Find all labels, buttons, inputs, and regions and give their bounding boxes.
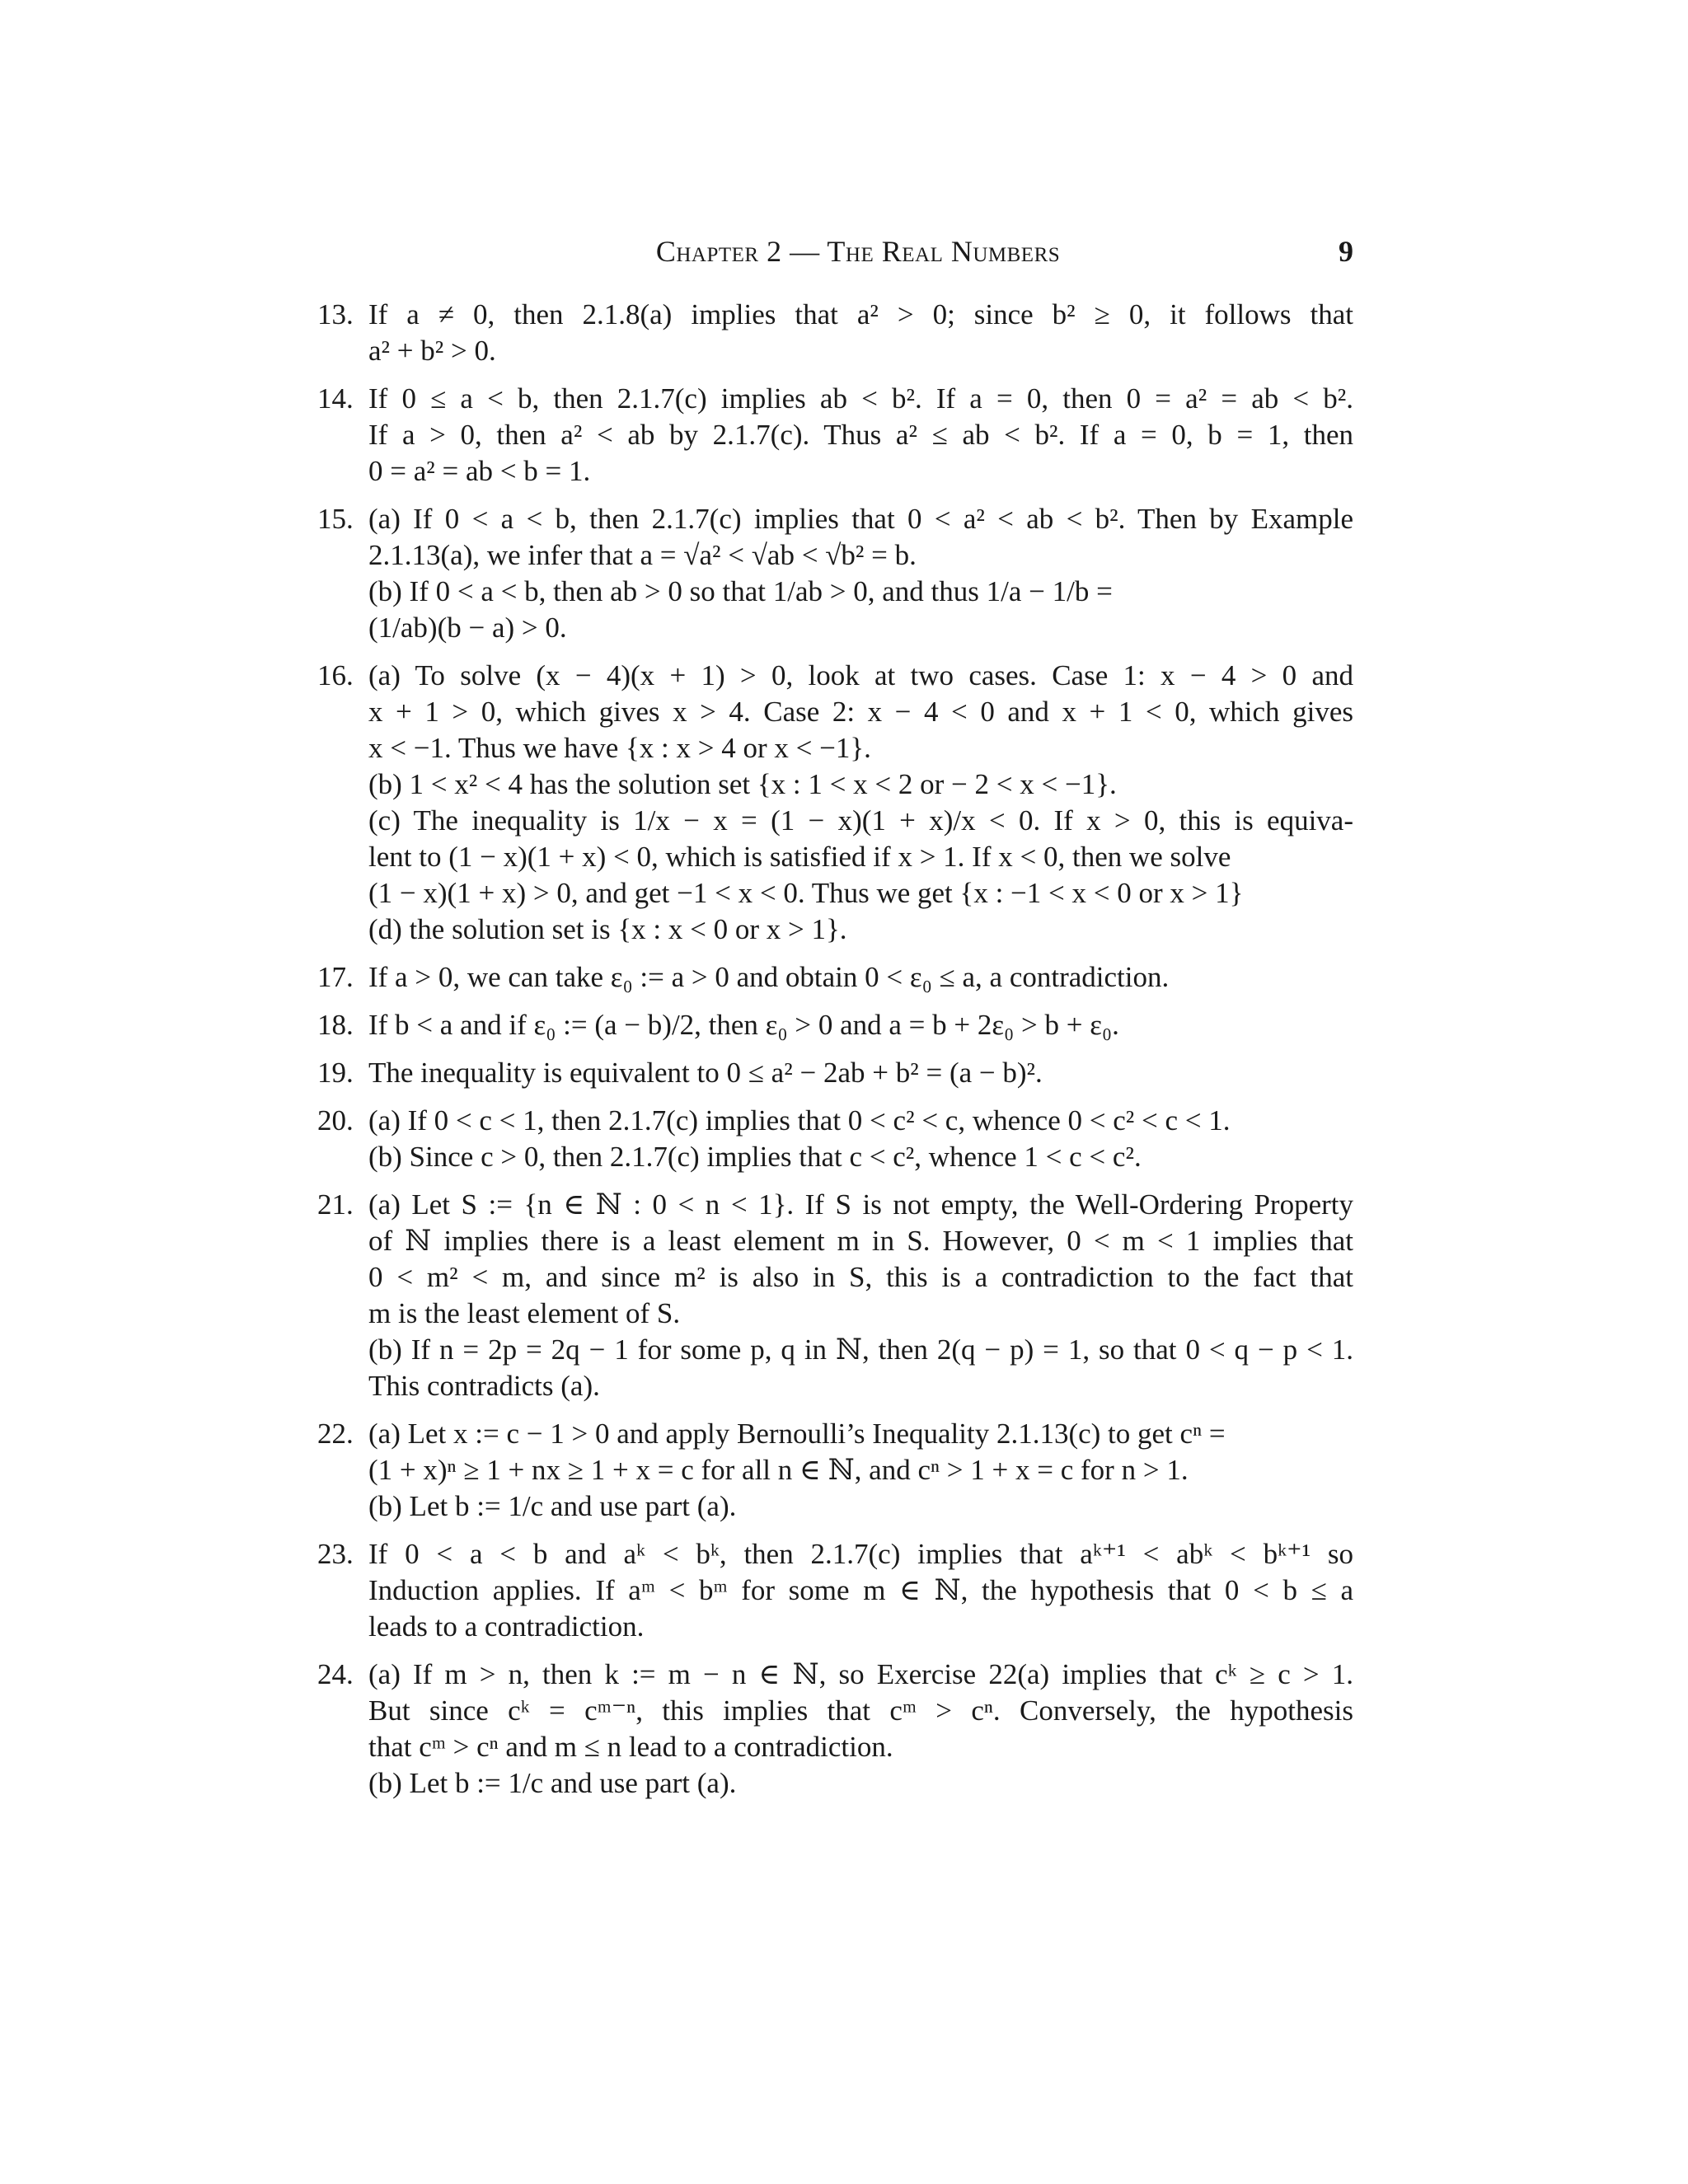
chapter-title: Chapter 2 — The Real Numbers — [655, 235, 1061, 268]
exercise-text — [368, 1416, 1353, 1525]
text-line: (a) To solve (x − 4)(x + 1) > 0, look at two cases. Case 1: x − 4 > 0 and — [368, 659, 1353, 691]
exercise-text — [368, 959, 1353, 996]
exercise-item — [317, 1416, 1353, 1525]
text-line: This contradicts (a). — [368, 1370, 600, 1402]
exercise-item — [317, 501, 1353, 646]
exercise-text — [368, 1055, 1353, 1091]
exercise-number: 20. — [317, 1104, 354, 1137]
text-line: (c) The inequality is 1/x − x = (1 − x)(1 + x)/x < 0. If x > 0, this is equiva- — [368, 804, 1353, 837]
exercise-text — [368, 658, 1353, 948]
text-line: x + 1 > 0, which gives x > 4. Case 2: x − 4 < 0 and x + 1 < 0, which gives — [368, 696, 1353, 728]
text-line: If a > 0, then a² < ab by 2.1.7(c). Thus a² ≤ ab < b². If a = 0, b = 1, then — [368, 419, 1353, 451]
text-line: 0 < m² < m, and since m² is also in S, this is a contradiction to the fact that — [368, 1261, 1353, 1293]
text-line: (a) Let S := {n ∈ ℕ : 0 < n < 1}. If S is not empty, the Well-Ordering Property — [368, 1188, 1353, 1221]
exercise-text — [368, 381, 1353, 490]
exercise-item — [317, 658, 1353, 948]
exercise-text — [368, 1187, 1353, 1404]
text-line: (b) Let b := 1/c and use part (a). — [368, 1767, 737, 1799]
exercise-number: 15. — [317, 503, 354, 535]
text-line: x < −1. Thus we have {x : x > 4 or x < −1}. — [368, 732, 871, 764]
text-line: (1 + x)ⁿ ≥ 1 + nx ≥ 1 + x = c for all n ∈ ℕ, and cⁿ > 1 + x = c for n > 1. — [368, 1454, 1189, 1486]
text-line: But since cᵏ = cᵐ⁻ⁿ, this implies that cᵐ > cⁿ. Conversely, the hypothesis — [368, 1694, 1353, 1727]
exercise-number: 19. — [317, 1057, 354, 1089]
exercise-number: 16. — [317, 659, 354, 691]
exercise-item — [317, 1103, 1353, 1175]
text-line: The inequality is equivalent to 0 ≤ a² − 2ab + b² = (a − b)². — [368, 1057, 1043, 1089]
exercise-item — [317, 1187, 1353, 1404]
exercise-text — [368, 1657, 1353, 1802]
exercise-item — [317, 1536, 1353, 1645]
exercise-text — [368, 1103, 1353, 1175]
text-line: (b) If 0 < a < b, then ab > 0 so that 1/ab > 0, and thus 1/a − 1/b = — [368, 575, 1113, 607]
text-line: (a) If 0 < c < 1, then 2.1.7(c) implies that 0 < c² < c, whence 0 < c² < c < 1. — [368, 1104, 1231, 1137]
text-line: (b) Since c > 0, then 2.1.7(c) implies that c < c², whence 1 < c < c². — [368, 1141, 1142, 1173]
running-header — [363, 234, 1353, 275]
text-line: If 0 < a < b and aᵏ < bᵏ, then 2.1.7(c) implies that aᵏ⁺¹ < abᵏ < bᵏ⁺¹ so — [368, 1538, 1353, 1570]
exercise-item — [317, 1657, 1353, 1802]
text-line: (b) 1 < x² < 4 has the solution set {x : 1 < x < 2 or − 2 < x < −1}. — [368, 768, 1117, 800]
text-line: of ℕ implies there is a least element m in S. However, 0 < m < 1 implies that — [368, 1225, 1353, 1257]
text-line: (1/ab)(b − a) > 0. — [368, 612, 567, 644]
text-line: 0 = a² = ab < b = 1. — [368, 455, 591, 487]
text-line: that cᵐ > cⁿ and m ≤ n lead to a contradiction. — [368, 1731, 893, 1763]
exercise-solutions — [317, 297, 1353, 1813]
text-line: Induction applies. If aᵐ < bᵐ for some m ∈ ℕ, the hypothesis that 0 < b ≤ a — [368, 1574, 1353, 1606]
exercise-text — [368, 297, 1353, 369]
exercise-item — [317, 297, 1353, 369]
exercise-item — [317, 959, 1353, 996]
exercise-text — [368, 501, 1353, 646]
text-line: If a > 0, we can take ε₀ := a > 0 and obtain 0 < ε₀ ≤ a, a contradiction. — [368, 961, 1170, 993]
exercise-number: 18. — [317, 1009, 354, 1041]
text-line: (a) If m > n, then k := m − n ∈ ℕ, so Exercise 22(a) implies that cᵏ ≥ c > 1. — [368, 1658, 1353, 1690]
text-line: (b) Let b := 1/c and use part (a). — [368, 1490, 737, 1522]
exercise-number: 14. — [317, 382, 354, 415]
page-number: 9 — [1339, 235, 1353, 268]
exercise-item — [317, 381, 1353, 490]
text-line: (a) If 0 < a < b, then 2.1.7(c) implies that 0 < a² < ab < b². Then by Example — [368, 503, 1353, 535]
exercise-number: 21. — [317, 1188, 354, 1221]
text-line: If 0 ≤ a < b, then 2.1.7(c) implies ab < b². If a = 0, then 0 = a² = ab < b². — [368, 382, 1353, 415]
text-line: m is the least element of S. — [368, 1297, 681, 1329]
exercise-number: 22. — [317, 1418, 354, 1450]
exercise-item — [317, 1007, 1353, 1043]
text-line: (a) Let x := c − 1 > 0 and apply Bernoulli’s Inequality 2.1.13(c) to get cⁿ = — [368, 1418, 1226, 1450]
text-line: leads to a contradiction. — [368, 1610, 645, 1643]
text-line: (b) If n = 2p = 2q − 1 for some p, q in ℕ, then 2(q − p) = 1, so that 0 < q − p < 1. — [368, 1333, 1353, 1366]
text-line: 2.1.13(a), we infer that a = √a² < √ab < √b² = b. — [368, 539, 917, 571]
text-line: (1 − x)(1 + x) > 0, and get −1 < x < 0. Thus we get {x : −1 < x < 0 or x > 1} — [368, 877, 1244, 909]
exercise-number: 24. — [317, 1658, 354, 1690]
exercise-text — [368, 1007, 1353, 1043]
exercise-number: 23. — [317, 1538, 354, 1570]
text-line: lent to (1 − x)(1 + x) < 0, which is satisfied if x > 1. If x < 0, then we solve — [368, 841, 1231, 873]
exercise-number: 13. — [317, 298, 354, 330]
exercise-item — [317, 1055, 1353, 1091]
text-line: (d) the solution set is {x : x < 0 or x > 1}. — [368, 913, 847, 945]
exercise-number: 17. — [317, 961, 354, 993]
text-line: If a ≠ 0, then 2.1.8(a) implies that a² > 0; since b² ≥ 0, it follows that — [368, 298, 1353, 330]
exercise-text — [368, 1536, 1353, 1645]
text-line: a² + b² > 0. — [368, 335, 496, 367]
text-line: If b < a and if ε₀ := (a − b)/2, then ε₀ > 0 and a = b + 2ε₀ > b + ε₀. — [368, 1009, 1119, 1041]
